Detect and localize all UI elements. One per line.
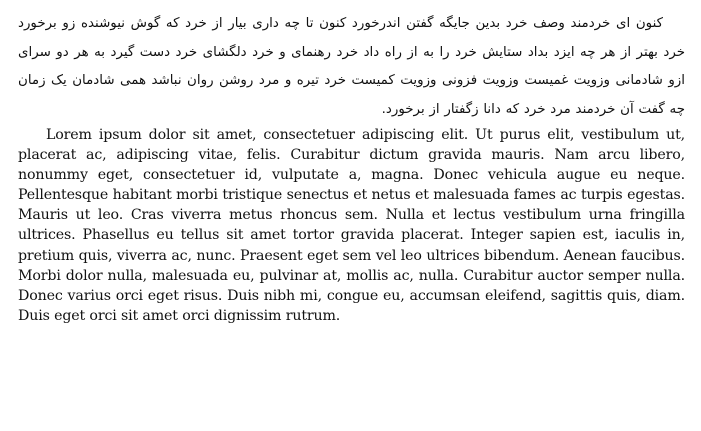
- persian-paragraph: کنون ای خردمند وصف خرد بدین جایگه گفتن اندرخورد کنون تا چه داری بیار از خرد که گوش نیوشنده زو برخورد خرد بهتر از هر چه ایزد بداد ستایش خرد را به از راه داد خرد رهنمای و خرد دلگشای خرد دست گیرد به هر دو سرای ازو شادمانی وزویت غمیست وزویت فزونی وزویت کمیست خرد تیره و مرد روشن روان نباشد همی شادمان یک زمان چه گفت آن خردمند مرد خرد که دانا زگفتار از برخورد.: [18, 16, 685, 117]
- latin-paragraph: Lorem ipsum dolor sit amet, consectetuer adipiscing elit. Ut purus elit, vestibulum ut, placerat ac, adipiscing vitae, felis. Curabitur dictum gravida mauris. Nam arcu libero, nonummy eget, consectetuer id, vulputate a, magna. Donec vehicula augue eu neque. Pellentesque habitant morbi tristique senectus et netus et malesuada fames ac turpis egestas. Mauris ut leo. Cras viverra metus rhoncus sem. Nulla et lectus vestibulum urna fringilla ultrices. Phasellus eu tellus sit amet tortor gravida placerat. Integer sapien est, iaculis in, pretium quis, viverra ac, nunc. Praesent eget sem vel leo ultrices bibendum. Aenean faucibus. Morbi dolor nulla, malesuada eu, pulvinar at, mollis ac, nulla. Curabitur auctor semper nulla. Donec varius orci eget risus. Duis nibh mi, congue eu, accumsan eleifend, sagittis quis, diam. Duis eget orci sit amet orci dignissim rutrum.: [18, 127, 685, 324]
- document-page: [18, 10, 685, 326]
